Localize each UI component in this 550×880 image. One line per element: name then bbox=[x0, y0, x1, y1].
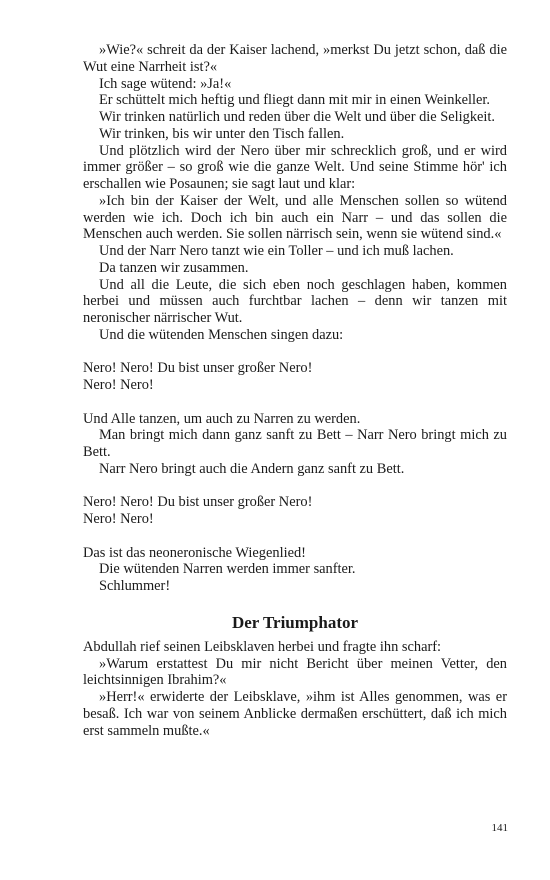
paragraph: Wir trinken natürlich und reden über die Welt und über die Seligkeit. bbox=[99, 109, 496, 125]
paragraph: Und all die Leute, die sich eben noch geschlagen haben, kommen herbei und müssen auch furchtbar lachen – denn wir tanzen mit neronischer närrischer Wut. bbox=[83, 276, 507, 326]
verse-block bbox=[83, 494, 507, 528]
paragraph: Narr Nero bringt auch die Andern ganz sanft zu Bett. bbox=[99, 460, 405, 477]
paragraph: Ich sage wütend: »Ja!« bbox=[99, 75, 232, 92]
paragraph: Da tanzen wir zusammen. bbox=[99, 259, 249, 276]
paragraph: Die wütenden Narren werden immer sanfter. bbox=[99, 561, 356, 578]
paragraph: »Wie?« schreit da der Kaiser lachend, »merkst Du jetzt schon, daß die Wut eine Narrheit ist?« bbox=[83, 42, 507, 75]
paragraph: Abdullah rief seinen Leibsklaven herbei und fragte ihn scharf: bbox=[83, 638, 442, 655]
paragraph: Und Alle tanzen, um auch zu Narren zu werden. bbox=[83, 410, 361, 427]
paragraph: Er schüttelt mich heftig und fliegt dann mit mir in einen Weinkeller. bbox=[99, 92, 491, 109]
paragraph: »Warum erstattest Du mir nicht Bericht über meinen Vetter, den leichtsinnigen Ibrahim?« bbox=[83, 655, 507, 689]
verse-line: Nero! Nero! Du bist unser großer Nero! bbox=[83, 494, 313, 511]
section-title: Der Triumphator bbox=[231, 612, 359, 632]
paragraph: Das ist das neoneronische Wiegenlied! bbox=[83, 544, 306, 561]
paragraph: Und plötzlich wird der Nero über mir schrecklich groß, und er wird immer größer – so groß wie die ganze Welt. Und seine Stimme hör' ich erschallen wie Posaunen; sie sagt laut und klar: bbox=[83, 142, 507, 192]
verse-line: Nero! Nero! bbox=[83, 511, 154, 527]
page-body bbox=[83, 42, 507, 739]
paragraph: Und der Narr Nero tanzt wie ein Toller – und ich muß lachen. bbox=[99, 243, 454, 259]
paragraph: Man bringt mich dann ganz sanft zu Bett – Narr Nero bringt mich zu Bett. bbox=[83, 427, 507, 460]
paragraph: Schlummer! bbox=[99, 578, 171, 594]
verse-block bbox=[83, 360, 507, 394]
page-number: 141 bbox=[491, 822, 508, 834]
paragraph: »Herr!« erwiderte der Leibsklave, »ihm ist Alles genommen, was er besaß. Ich war von seinem Anblicke dermaßen erschüttert, daß ich mich erst sammeln mußte.« bbox=[83, 689, 507, 739]
paragraph: Wir trinken, bis wir unter den Tisch fallen. bbox=[99, 125, 345, 142]
verse-line: Nero! Nero! Du bist unser großer Nero! bbox=[83, 360, 313, 377]
paragraph: »Ich bin der Kaiser der Welt, und alle Menschen sollen so wütend werden wie ich. Doch ich bin auch ein Narr – und das sollen die Menschen auch werden. Sie sollen närrisch sein, wenn sie wütend sind.« bbox=[83, 192, 507, 243]
verse-line: Nero! Nero! bbox=[83, 377, 154, 393]
paragraph: Und die wütenden Menschen singen dazu: bbox=[99, 326, 344, 343]
